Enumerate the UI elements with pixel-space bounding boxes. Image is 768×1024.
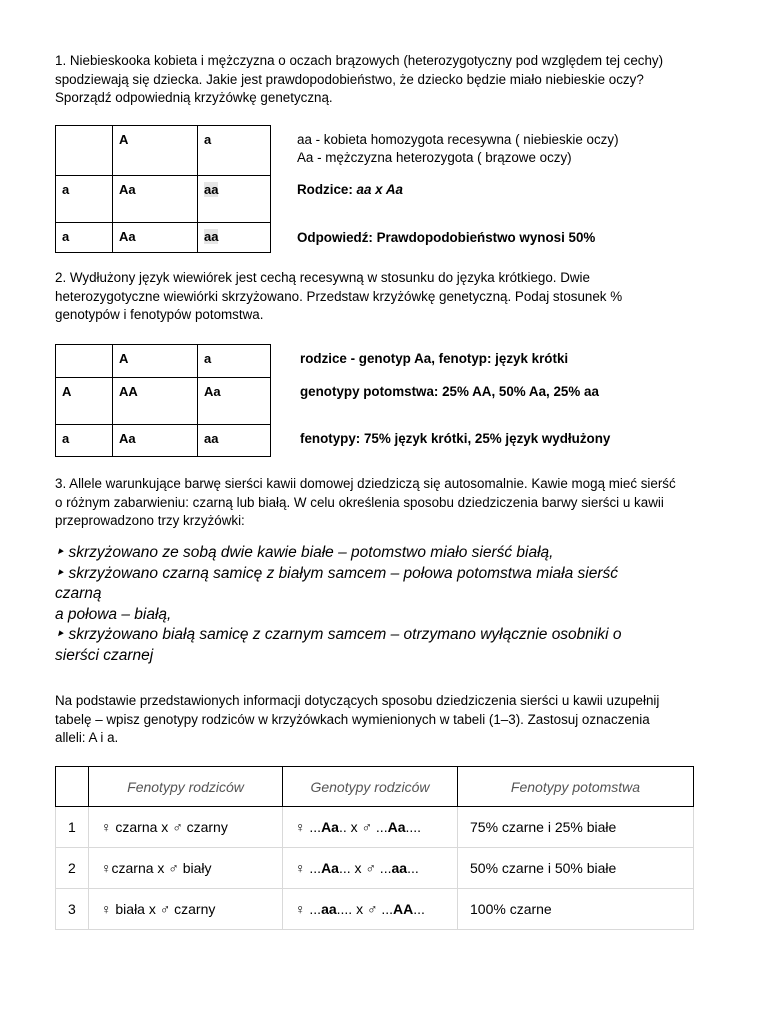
table-row: [56, 848, 694, 889]
header-cell: a: [198, 126, 271, 176]
results-table: [55, 766, 694, 930]
cross-item: a połowa – białą,: [55, 605, 172, 623]
cross-item: ‣ skrzyżowano białą samicę z czarnym samcem – otrzymano wyłącznie osobniki o: [55, 626, 622, 643]
cross-item: czarną: [55, 585, 102, 602]
parents-label: Rodzice:: [297, 182, 353, 197]
cross-list: [55, 543, 725, 666]
parent-phenotypes: ♀ biała x ♂ czarny: [89, 889, 283, 930]
text-line: alleli: A i a.: [55, 730, 119, 745]
row-header-cell: a: [56, 223, 113, 253]
parent-phenotypes: ♀czarna x ♂ biały: [89, 848, 283, 889]
parents-value: aa x Aa: [356, 182, 403, 197]
q1-parents: [297, 181, 403, 200]
genotype-cell: Aa: [113, 223, 198, 253]
header-cell: A: [113, 345, 198, 378]
punnett-square-2: [55, 344, 271, 457]
genotype-cell: [198, 176, 271, 223]
table-header-row: [56, 767, 694, 807]
question-3-text: [55, 475, 725, 531]
text-line: spodziewają się dziecka. Jakie jest prawdopodobieństwo, że dziecko będzie miało niebieskie oczy?: [55, 71, 644, 87]
header-cell: Fenotypy rodziców: [89, 767, 283, 807]
q2-genotypes: genotypy potomstwa: 25% AA, 50% Aa, 25% aa: [300, 384, 599, 399]
q1-answer: Odpowiedź: Prawdopodobieństwo wynosi 50%: [297, 230, 596, 245]
table-row: [56, 807, 694, 848]
q2-parents: rodzice - genotyp Aa, fenotyp: język krótki: [300, 351, 569, 366]
cross-item: sierści czarnej: [55, 646, 154, 664]
corner-cell: [56, 126, 113, 176]
header-cell: Fenotypy potomstwa: [458, 767, 694, 807]
text-line: heterozygotyczne wiewiórki skrzyżowano. Przedstaw krzyżówkę genetyczną. Podaj stosunek %: [55, 288, 623, 304]
parent-phenotypes: ♀ czarna x ♂ czarny: [89, 807, 283, 848]
header-cell: A: [113, 126, 198, 176]
q1-note-line1: aa - kobieta homozygota recesywna ( niebieskie oczy): [297, 132, 619, 147]
text-line: Na podstawie przedstawionych informacji dotyczących sposobu dziedziczenia sierści u kawii uzupełnij: [55, 693, 660, 708]
offspring-phenotypes: 50% czarne i 50% białe: [458, 848, 694, 889]
row-number: 1: [56, 807, 89, 848]
row-header-cell: a: [56, 176, 113, 223]
question-2-text: [55, 269, 725, 325]
genotype-cell: AA: [113, 378, 198, 425]
row-header-cell: A: [56, 378, 113, 425]
genotype-cell: Aa: [113, 425, 198, 457]
genotype-cell: Aa: [198, 378, 271, 425]
cross-item: ‣ skrzyżowano czarną samicę z białym samcem – połowa potomstwa miała sierść: [55, 564, 619, 582]
text-line: o różnym zabarwieniu: czarną lub białą. W celu określenia sposobu dziedziczenia barwy sierści u kawii: [55, 494, 664, 510]
text-line: Sporządź odpowiednią krzyżówkę genetyczną.: [55, 90, 333, 105]
genotype-cell: Aa: [113, 176, 198, 223]
instruction-text: [55, 692, 725, 748]
text-line: 2. Wydłużony język wiewiórek jest cechą recesywną w stosunku do języka krótkiego. Dwie: [55, 270, 590, 285]
q2-phenotypes: fenotypy: 75% język krótki, 25% język wydłużony: [300, 431, 611, 446]
row-number: 3: [56, 889, 89, 930]
question-1-text: [55, 52, 725, 108]
offspring-phenotypes: 75% czarne i 25% białe: [458, 807, 694, 848]
cross-item: ‣ skrzyżowano ze sobą dwie kawie białe – potomstwo miało sierść białą,: [55, 544, 554, 561]
q1-note-line2: Aa - mężczyzna heterozygota ( brązowe oczy): [297, 150, 572, 165]
genotype-cell: [198, 223, 271, 253]
corner-cell: [56, 345, 113, 378]
punnett-square-1: [55, 125, 271, 253]
parent-genotypes: ♀ ...Aa.. x ♂ ...Aa....: [283, 807, 458, 848]
genotype-cell: aa: [198, 425, 271, 457]
parent-genotypes: ♀ ...aa.... x ♂ ...AA...: [283, 889, 458, 930]
header-cell: [56, 767, 89, 807]
header-cell: Genotypy rodziców: [283, 767, 458, 807]
highlighted-genotype: aa: [204, 182, 219, 197]
text-line: 3. Allele warunkujące barwę sierści kawii domowej dziedziczą się autosomalnie. Kawie mogą mieć sierść: [55, 476, 676, 491]
text-line: 1. Niebieskooka kobieta i mężczyzna o oczach brązowych (heterozygotyczny pod względem tej cechy): [55, 53, 664, 68]
text-line: tabelę – wpisz genotypy rodziców w krzyżówkach wymienionych w tabeli (1–3). Zastosuj oznaczenia: [55, 711, 650, 727]
text-line: genotypów i fenotypów potomstwa.: [55, 307, 264, 322]
row-header-cell: a: [56, 425, 113, 457]
header-cell: a: [198, 345, 271, 378]
table-row: [56, 889, 694, 930]
offspring-phenotypes: 100% czarne: [458, 889, 694, 930]
row-number: 2: [56, 848, 89, 889]
text-line: przeprowadzono trzy krzyżówki:: [55, 513, 245, 528]
parent-genotypes: ♀ ...Aa... x ♂ ...aa...: [283, 848, 458, 889]
highlighted-genotype: aa: [204, 229, 219, 244]
